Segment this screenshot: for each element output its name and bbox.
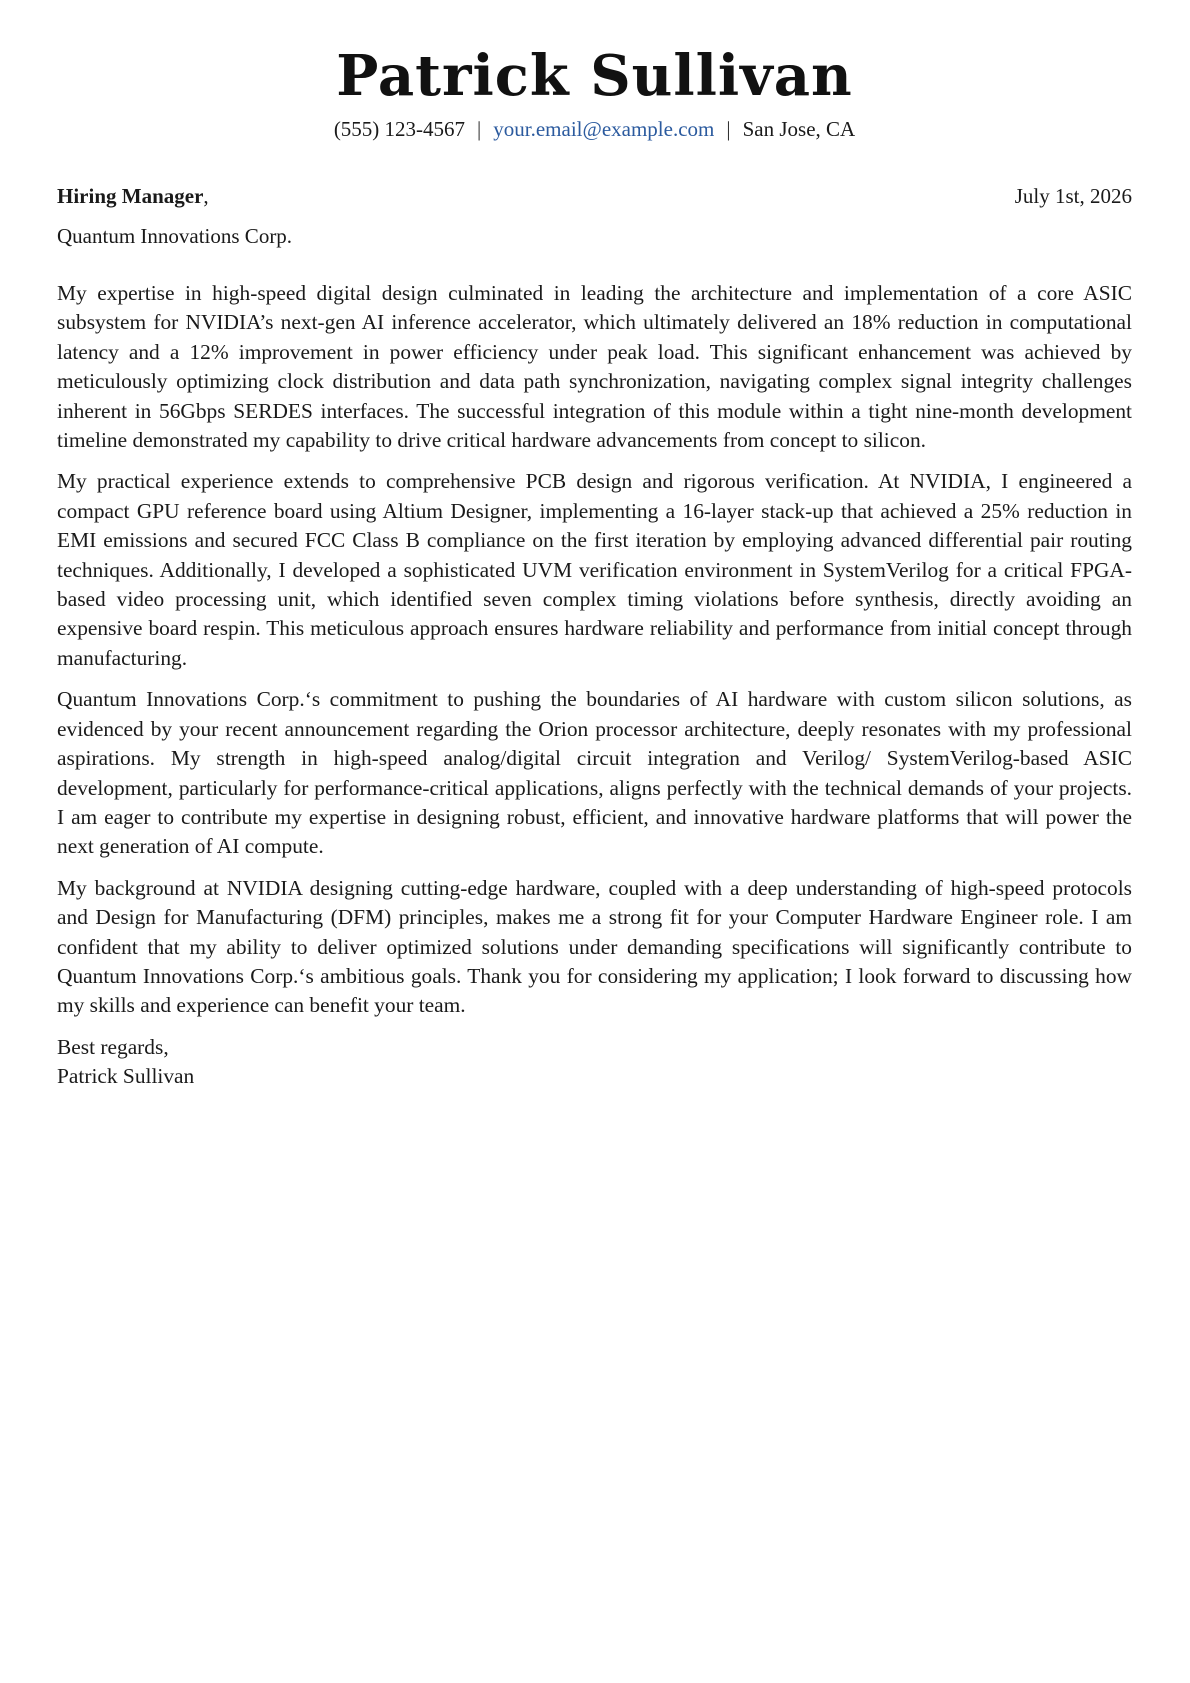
contact-line — [57, 116, 1132, 142]
body-paragraph: My expertise in high-speed digital design culminated in leading the architecture and implementation of a core ASIC subsystem for NVIDIA’s next-gen AI inference accelerator, which ultimately delivered an 18% reduction in computational latency and a 12% improvement in power efficiency under peak load. This significant enhancement was achieved by meticulously optimizing clock distribution and data path synchronization, navigating complex signal integrity challenges inherent in 56Gbps SERDES interfaces. The successful integration of this module within a tight nine-month development timeline demonstrated my capability to drive critical hardware advancements from concept to silicon. — [57, 281, 1132, 453]
body-paragraph: My background at NVIDIA designing cutting-edge hardware, coupled with a deep understanding of high-speed protocols and Design for Manufacturing (DFM) principles, makes me a strong fit for your Computer Hardware Engineer role. I am confident that my ability to deliver optimized solutions under demanding specifications will significantly contribute to Quantum Innovations Corp.‘s ambitious goals. Thank you for considering my application; I look forward to discussing how my skills and experience can benefit your team. — [57, 875, 1132, 1018]
recipient-comma: , — [203, 184, 209, 208]
recipient-date-row — [57, 182, 1132, 210]
closing-phrase: Best regards, — [57, 1034, 169, 1059]
phone-number: (555) 123-4567 — [333, 117, 466, 141]
letter-body — [57, 279, 1132, 1021]
contact-separator: | — [726, 117, 731, 141]
contact-separator: | — [477, 117, 482, 141]
body-paragraph: Quantum Innovations Corp.‘s commitment to pushing the boundaries of AI hardware with custom silicon solutions, as evidenced by your recent announcement regarding the Orion processor architecture, deeply resonates with my professional aspirations. My strength in high-speed analog/digital circuit integration and Verilog/ SystemVerilog-based ASIC development, particularly for performance-critical applications, aligns perfectly with the technical demands of your projects. I am eager to contribute my expertise in designing robust, efficient, and innovative hardware platforms that will power the next generation of AI compute. — [57, 687, 1132, 859]
letter-date: July 1st, 2026 — [1014, 184, 1132, 208]
location: San Jose, CA — [742, 117, 856, 141]
email-link[interactable]: your.email@example.com — [493, 117, 715, 141]
applicant-name: Patrick Sullivan — [336, 43, 853, 109]
signature-name: Patrick Sullivan — [57, 1063, 195, 1088]
recipient — [57, 184, 209, 208]
body-paragraph: My practical experience extends to comprehensive PCB design and rigorous verification. At NVIDIA, I engineered a compact GPU reference board using Altium Designer, implementing a 16-layer stack-up that achieved a 25% reduction in EMI emissions and secured FCC Class B compliance on the first iteration by employing advanced differential pair routing techniques. Additionally, I developed a sophisticated UVM verification environment in SystemVerilog for a critical FPGA-based video processing unit, which identified seven complex timing violations before synthesis, directly avoiding an expensive board respin. This meticulous approach ensures hardware reliability and performance from initial concept through manufacturing. — [57, 469, 1132, 670]
cover-letter-page — [57, 0, 1132, 1091]
closing-block — [57, 1033, 1132, 1091]
recipient-title: Hiring Manager — [57, 184, 204, 208]
company-name: Quantum Innovations Corp. — [57, 224, 293, 248]
